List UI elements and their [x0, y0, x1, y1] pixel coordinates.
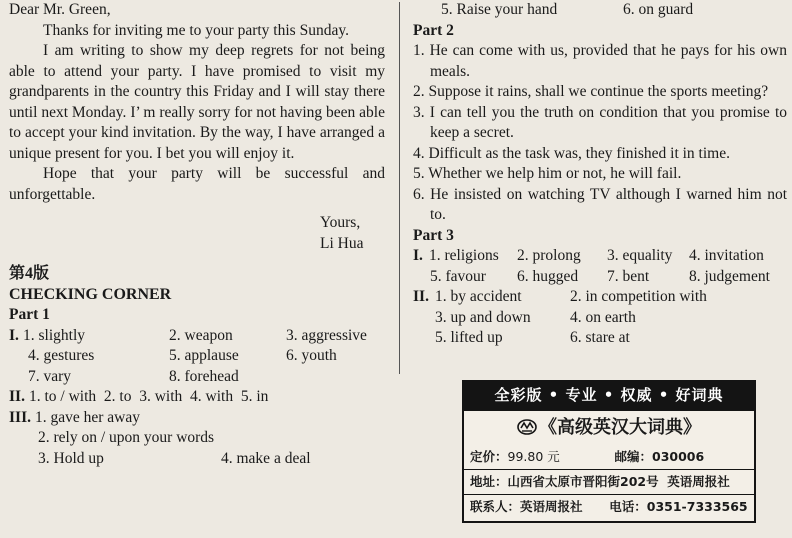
price-value: 99.80 元 — [507, 449, 560, 464]
answer-item: 6. on guard — [623, 1, 694, 18]
part1-III-label: III. — [9, 408, 31, 426]
answer-item: 4. make a deal — [221, 449, 311, 467]
part3-II-label: II. — [413, 288, 429, 305]
answer-item: 6. hugged — [517, 267, 579, 285]
part3-II-row-3 — [413, 328, 787, 349]
dictionary-ad — [462, 380, 756, 523]
ad-price-line — [464, 445, 754, 469]
ad-title-line — [464, 411, 754, 445]
part2-item: 1. He can come with us, provided that he pays for his own meals. — [413, 42, 787, 80]
ad-title: 《高级英汉大词典》 — [539, 417, 701, 438]
answer-item: 7. vary — [28, 367, 72, 385]
phone-value: 0351-7333565 — [646, 499, 748, 514]
answer-item: 4. gestures — [28, 347, 95, 364]
answer-item: 8. forehead — [169, 367, 239, 385]
answer-item: 4. invitation — [689, 247, 764, 264]
postcode-value: 030006 — [652, 449, 705, 464]
corner-title: CHECKING CORNER — [9, 285, 172, 303]
part3-II-row-1 — [413, 287, 787, 308]
answer-item: 3. aggressive — [286, 326, 367, 344]
answer-item: 3. Hold up — [38, 449, 104, 467]
answer-item: 1. slightly — [23, 326, 86, 344]
answer-item: 5. applause — [169, 347, 239, 364]
contact-value: 英语周报社 — [520, 499, 583, 514]
column-divider — [399, 2, 400, 374]
part3-I-label: I. — [413, 247, 423, 264]
part3-title: Part 3 — [413, 226, 454, 244]
answer-item: 6. youth — [286, 347, 337, 364]
answer-item: 2. prolong — [517, 247, 581, 264]
address-label: 地址： — [470, 474, 508, 489]
part2-item: 5. Whether we help him or not, he will fail. — [413, 165, 682, 182]
answer-item: 4. on earth — [570, 308, 636, 326]
answer-item: 3. equality — [607, 247, 673, 264]
answer-item: 1. religions — [429, 247, 499, 264]
part1-II-row — [9, 387, 385, 408]
phone-label: 电话： — [609, 499, 647, 514]
section-title: 第4版 — [9, 265, 50, 282]
part2-item: 6. He insisted on watching TV although I warned him not to. — [413, 185, 787, 223]
part1-II-label: II. — [9, 388, 25, 405]
ad-tagline: 全彩版 • 专业 • 权威 • 好词典 — [462, 380, 756, 411]
answer-item: 5. Raise your hand — [441, 1, 558, 18]
answer-item: 2. weapon — [169, 326, 233, 344]
letter-closing: Yours, — [320, 214, 361, 231]
letter-paragraph-3: Hope that your party will be successful and unforgettable. — [9, 165, 385, 203]
part1-I-row-1 — [9, 326, 385, 347]
answer-item: 1. to / with 2. to 3. with 4. with 5. in — [29, 388, 269, 405]
part3-II-row-2 — [413, 308, 787, 329]
postcode-label: 邮编： — [614, 449, 653, 464]
answer-item: 5. favour — [430, 267, 486, 285]
ad-address-line — [464, 469, 754, 494]
answer-item: 3. up and down — [435, 308, 531, 326]
part2-item: 2. Suppose it rains, shall we continue the sports meeting? — [413, 83, 769, 100]
part2-item: 3. I can tell you the truth on condition that you promise to keep a secret. — [413, 103, 787, 141]
answer-item: 2. in competition with — [570, 288, 707, 305]
answer-item: 1. by accident — [435, 288, 522, 305]
part3-I-row-1 — [413, 246, 787, 267]
right-column — [413, 0, 787, 349]
part3-I-row-2 — [413, 267, 787, 288]
letter-paragraph-1: Thanks for inviting me to your party this Sunday. — [43, 21, 349, 39]
ad-body — [462, 411, 756, 523]
answer-item: 7. bent — [607, 267, 650, 285]
price-label: 定价： — [470, 449, 508, 464]
part1-III-row-3 — [9, 449, 385, 470]
answer-item: 8. judgement — [689, 267, 770, 285]
part1-III-row-1 — [9, 408, 385, 429]
left-column — [9, 0, 385, 469]
answer-item: 5. lifted up — [435, 329, 503, 346]
answer-item: 2. rely on / upon your words — [38, 429, 215, 446]
part1-title: Part 1 — [9, 306, 50, 323]
publisher-logo-icon — [517, 419, 537, 435]
part1-III-row-2 — [9, 428, 385, 449]
letter-paragraph-2: I am writing to show my deep regrets for not being able to attend your party. I have promised to visit my grandparents in the country this Friday and I will stay there until next Monday. I’ m really sorry for not having been able to accept your kind invitation. By the way, I have arranged a unique present for you. I bet you will enjoy it. — [9, 42, 385, 162]
address-value: 山西省太原市晋阳街202号 英语周报社 — [507, 474, 730, 489]
answer-item: 1. gave her away — [35, 408, 141, 426]
part2-title: Part 2 — [413, 21, 454, 39]
contact-label: 联系人： — [470, 499, 521, 514]
part1-I-row-3 — [9, 367, 385, 388]
part2-item: 4. Difficult as the task was, they finished it in time. — [413, 144, 730, 162]
letter-greeting: Dear Mr. Green, — [9, 1, 111, 18]
ad-contact-line — [464, 494, 754, 519]
letter-signature: Li Hua — [320, 234, 364, 252]
part1-III-row-4 — [413, 0, 787, 21]
answer-item: 6. stare at — [570, 329, 630, 346]
part1-I-label: I. — [9, 326, 19, 344]
part1-I-row-2 — [9, 346, 385, 367]
